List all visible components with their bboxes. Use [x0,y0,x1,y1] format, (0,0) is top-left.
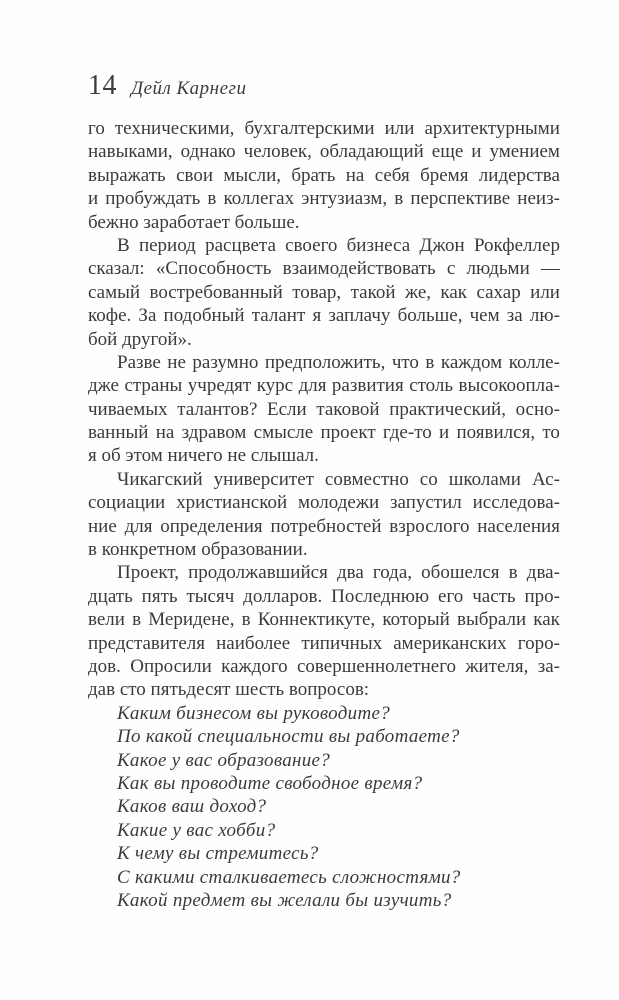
question-line: К чему вы стремитесь? [117,843,319,865]
question-line: С какими сталкиваетесь сложностями? [117,866,461,888]
page-header [88,70,560,101]
text-line: дцать пять тысяч долларов. Последнюю его часть про- [88,585,560,607]
text-line: самый востребованный товар, такой же, как сахар или [88,281,560,303]
text-line: бой другой». [88,328,192,350]
text-line: Разве не разумно предположить, что в каждом колле- [117,351,560,373]
text-line: представителя наиболее типичных американских горо- [88,632,560,654]
text-line: я об этом ничего не слышал. [88,445,319,467]
text-line: вели в Меридене, в Коннектикуте, который выбрали как [88,609,560,631]
text-line: ванный на здравом смысле проект где-то и появился, то [88,422,560,444]
text-line: дов. Опросили каждого совершеннолетнего жителя, за- [88,655,560,677]
text-line: навыками, однако человек, обладающий еще и умением [88,141,560,163]
text-line: В период расцвета своего бизнеса Джон Рокфеллер [117,234,560,256]
text-line: в конкретном образовании. [88,539,308,561]
question-line: Как вы проводите свободное время? [117,772,423,794]
text-line: го техническими, бухгалтерскими или архитектурными [88,118,560,139]
text-line: дав сто пятьдесят шесть вопросов: [88,679,370,701]
text-block [88,117,560,912]
text-line: чиваемых талантов? Если таковой практический, осно- [88,398,560,420]
running-title: Дейл Карнеги [131,78,247,99]
text-line: Чикагский университет совместно со школами Ас- [117,468,560,490]
text-line: дже страны учредят курс для развития столь высокоопла- [88,375,560,397]
question-line: Какой предмет вы желали бы изучить? [117,889,452,911]
text-line: кофе. За подобный талант я заплачу больше, чем за лю- [88,305,560,327]
question-line: Какое у вас образование? [117,749,331,771]
question-line: Каков ваш доход? [117,796,267,818]
text-line: выражать свои мысли, брать на себя бремя лидерства [88,164,560,186]
text-line: Проект, продолжавшийся два года, обошелся в два- [117,562,560,584]
text-line: социации христианской молодежи запустил исследова- [88,492,560,514]
page-number: 14 [88,70,117,101]
text-line: бежно заработает больше. [88,211,300,233]
question-line: По какой специальности вы работаете? [117,726,460,748]
text-line: сказал: «Способность взаимодействовать с людьми — [88,258,560,280]
text-line: и пробуждать в коллегах энтузиазм, в перспективе неиз- [88,188,560,210]
text-line: ние для определения потребностей взрослого населения [88,515,560,537]
question-line: Какие у вас хобби? [117,819,276,841]
question-line: Каким бизнесом вы руководите? [117,702,390,724]
